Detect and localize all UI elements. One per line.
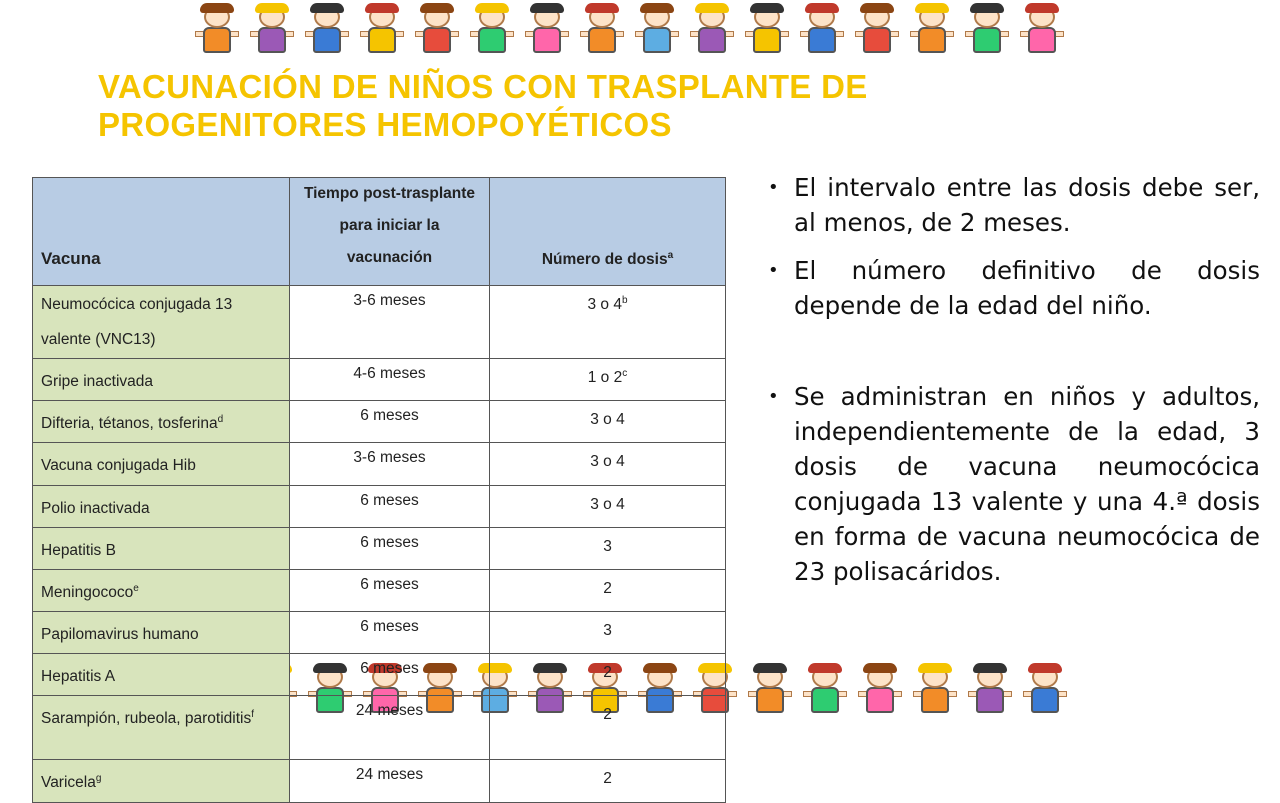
table-body [33,286,726,803]
header-dosis-footnote: a [667,249,674,261]
cell-vacuna-footnote: d [217,414,224,426]
cell-tiempo [290,654,490,696]
cell-vacuna-footnote: f [251,709,255,721]
cell-vacuna [33,569,290,611]
cell-dosis [490,612,726,654]
cell-vacuna [33,485,290,527]
kid-figure-icon [1023,666,1067,718]
kid-figure-icon [690,6,734,58]
bullet-icon: • [768,386,779,407]
cell-dosis-text: 2 [603,580,612,598]
cell-dosis-text: 3 o 4 [590,495,625,513]
kid-figure-icon [195,6,239,58]
cell-dosis [490,443,726,485]
cell-dosis-text: 3 [603,622,612,640]
cell-tiempo-text: 3-6 meses [353,449,426,467]
kid-figure-icon [305,6,349,58]
header-dosis [490,178,726,286]
cell-tiempo-text: 6 meses [360,660,419,678]
cell-dosis-text: 2 [603,664,612,682]
cell-tiempo-text: 4-6 meses [353,365,426,383]
cell-dosis [490,696,726,760]
cell-dosis [490,760,726,802]
table-row [33,485,726,527]
cell-tiempo [290,485,490,527]
kid-figure-icon [968,666,1012,718]
header-tiempo: Tiempo post-trasplante para iniciar la vacunación [290,178,490,286]
cell-dosis [490,359,726,401]
cell-vacuna-text: Hepatitis A [41,668,116,686]
cell-vacuna-text: Gripe inactivada [41,373,154,391]
table-row [33,569,726,611]
cell-vacuna [33,286,290,359]
bullet-item-adults [766,379,1260,589]
kid-figure-icon [250,6,294,58]
kid-figure-icon [525,6,569,58]
cell-vacuna [33,760,290,802]
kid-figure-icon [803,666,847,718]
kid-figure-icon [745,6,789,58]
cell-tiempo-text: 24 meses [355,766,424,784]
cell-dosis [490,654,726,696]
bullet-text: Se administran en niños y adultos, independientemente de la edad, 3 dosis de vacuna neumocócica conjugada 13 valente y una 4.ª dosis en forma de vacuna neumocócica de 23 polisacáridos. [794,382,1260,586]
kid-figure-icon [415,6,459,58]
cell-dosis-text: 3 o 4 [590,411,625,429]
table-row [33,443,726,485]
kid-figure-icon [580,6,624,58]
table-row [33,696,726,760]
cell-tiempo-text: 6 meses [360,533,419,551]
cell-vacuna [33,696,290,760]
vaccination-table [32,177,726,803]
cell-dosis [490,569,726,611]
kid-figure-icon [913,666,957,718]
kid-figure-icon [965,6,1009,58]
cell-vacuna-text: Hepatitis B [41,541,116,559]
kid-figure-icon [910,6,954,58]
cell-vacuna-text: Neumocócica conjugada 13 valente (VNC13) [41,296,233,349]
cell-vacuna [33,359,290,401]
header-dosis-label: Número de dosis [541,251,668,268]
cell-vacuna [33,654,290,696]
kid-figure-icon [470,6,514,58]
cell-vacuna [33,401,290,443]
cell-dosis-footnote: b [621,295,628,306]
cell-vacuna-text: Varicela [41,774,96,792]
bullet-item-doses [766,253,1260,323]
bullet-icon: • [768,260,779,281]
cell-vacuna-text: Polio inactivada [41,499,150,517]
cell-dosis-text: 2 [603,770,612,788]
table-row [33,527,726,569]
kid-figure-icon [858,666,902,718]
cell-dosis-footnote: c [622,368,628,380]
cell-dosis-text: 3 o 4 [590,453,625,471]
cell-tiempo [290,569,490,611]
kid-figure-icon [635,6,679,58]
cell-vacuna-text: Sarampión, rubeola, parotiditis [41,710,252,728]
bullet-item-interval [766,170,1260,240]
cell-tiempo-text: 6 meses [360,407,419,425]
cell-tiempo [290,286,490,359]
cell-tiempo-text: 6 meses [360,618,419,636]
cell-vacuna [33,527,290,569]
cell-dosis [490,527,726,569]
cell-tiempo [290,760,490,802]
cell-tiempo [290,527,490,569]
bullet-text: El intervalo entre las dosis debe ser, al menos, de 2 meses. [794,173,1260,237]
cell-vacuna-text: Meningococo [41,584,134,602]
cell-vacuna [33,612,290,654]
cell-vacuna-text: Vacuna conjugada Hib [41,457,196,475]
cell-dosis-text: 3 o 4 [587,296,622,314]
cell-dosis [490,401,726,443]
cell-tiempo [290,612,490,654]
cell-dosis [490,286,726,359]
cell-tiempo-text: 6 meses [360,491,419,509]
kid-figure-icon [1020,6,1064,58]
table-row [33,401,726,443]
cell-dosis-text: 3 [603,537,612,555]
table-row [33,359,726,401]
cell-vacuna-text: Papilomavirus humano [41,626,199,644]
cell-tiempo [290,401,490,443]
kid-figure-icon [360,6,404,58]
table-row [33,760,726,802]
header-vacuna: Vacuna [33,178,290,286]
slide-title: VACUNACIÓN DE NIÑOS CON TRASPLANTE DE PROGENITORES HEMOPOYÉTICOS [98,68,868,143]
cell-tiempo [290,359,490,401]
kid-figure-icon [800,6,844,58]
kids-border-top [195,0,1085,60]
table-header-row [33,178,726,286]
cell-tiempo [290,443,490,485]
cell-tiempo-text: 24 meses [355,702,424,720]
bullet-icon: • [768,177,779,198]
cell-tiempo-text: 6 meses [360,575,419,593]
cell-dosis [490,485,726,527]
bullet-list [766,170,1260,602]
bullet-text: El número definitivo de dosis depende de la edad del niño. [794,256,1260,320]
kid-figure-icon [855,6,899,58]
kid-figure-icon [748,666,792,718]
table-row [33,612,726,654]
cell-tiempo [290,696,490,760]
cell-dosis-text: 2 [603,706,612,724]
cell-vacuna-footnote: g [95,773,102,785]
cell-vacuna [33,443,290,485]
cell-tiempo-text: 3-6 meses [353,292,426,309]
table-row [33,286,726,359]
cell-vacuna-text: Difteria, tétanos, tosferina [41,415,218,433]
cell-dosis-text: 1 o 2 [587,369,623,387]
cell-vacuna-footnote: e [133,582,139,594]
table-row [33,654,726,696]
